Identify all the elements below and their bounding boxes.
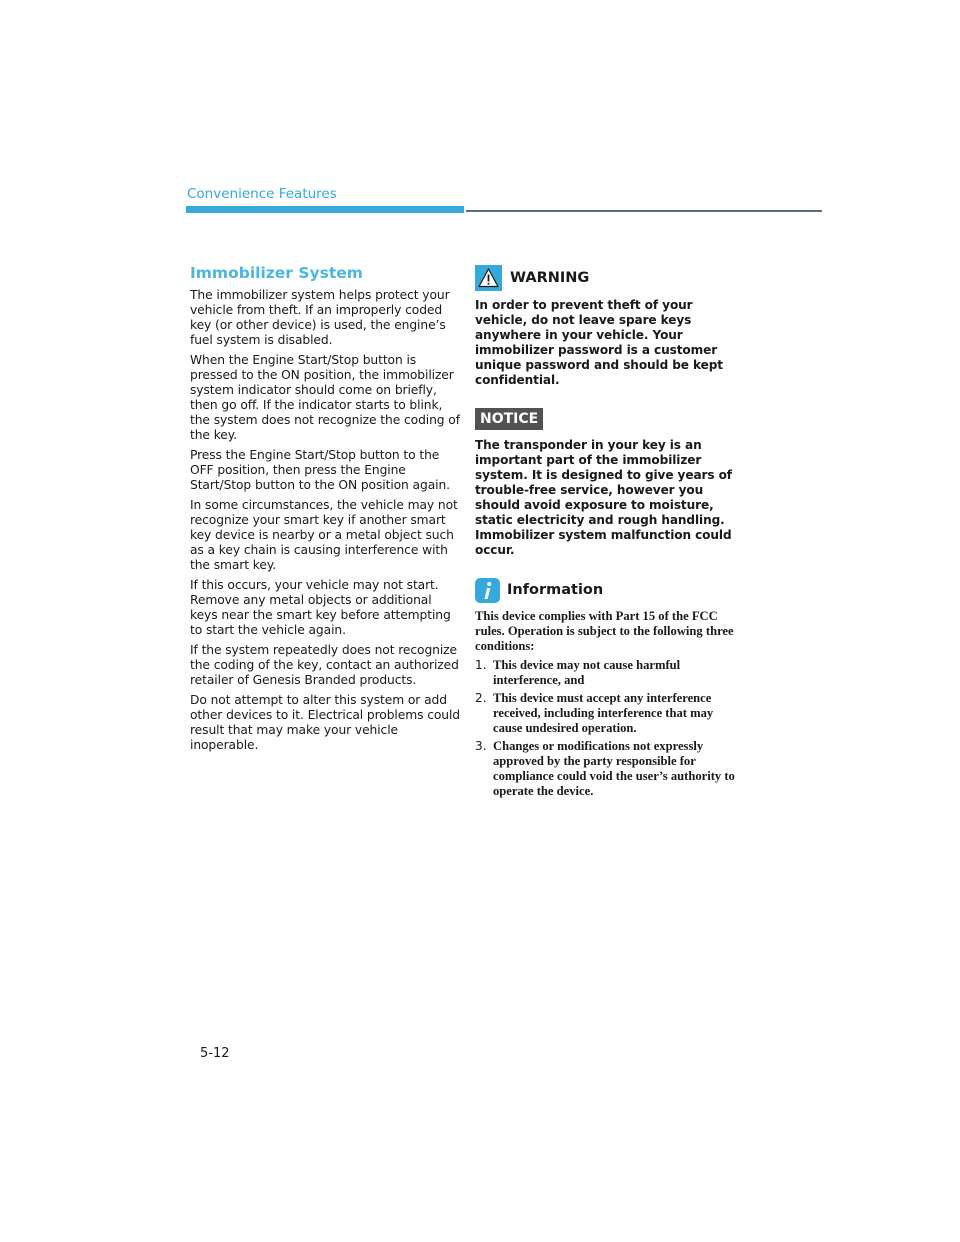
information-header <box>475 576 737 604</box>
information-title: Information <box>507 582 604 598</box>
list-item-text: Changes or modifications not expressly approved by the party responsible for compliance could void the user’s authority to operate the device. <box>493 739 735 798</box>
body-paragraph: When the Engine Start/Stop button is pressed to the ON position, the immobilizer system indicator should come on briefly, then go off. If the indicator starts to blink, the system does not recognize the coding of the key. <box>190 353 460 442</box>
body-paragraph: Press the Engine Start/Stop button to the OFF position, then press the Engine Start/Stop button to the ON position again. <box>190 448 450 492</box>
header-rule-accent <box>186 206 464 213</box>
conditions-list <box>475 658 737 799</box>
info-icon <box>475 578 500 603</box>
body-paragraph: If the system repeatedly does not recognize the coding of the key, contact an authorized retailer of Genesis Branded products. <box>190 643 459 687</box>
right-column <box>475 264 737 802</box>
warning-text: In order to prevent theft of your vehicle, do not leave spare keys anywhere in your vehicle. Your immobilizer password is a customer unique password and should be kept confidential. <box>475 298 723 387</box>
list-item-number: 1. <box>475 658 487 672</box>
list-item <box>475 658 737 688</box>
notice-text: The transponder in your key is an important part of the immobilizer system. It is designed to give years of trouble-free service, however you should avoid exposure to moisture, static electricity and rough handling. Immobilizer system malfunction could occur. <box>475 438 732 557</box>
information-intro: This device complies with Part 15 of the FCC rules. Operation is subject to the following three conditions: <box>475 609 734 653</box>
body-paragraph: The immobilizer system helps protect your vehicle from theft. If an improperly coded key (or other device) is used, the engine’s fuel system is disabled. <box>190 288 450 347</box>
immobilizer-heading: Immobilizer System <box>190 264 363 282</box>
list-item <box>475 739 737 799</box>
list-item-number: 3. <box>475 739 487 753</box>
notice-label: NOTICE <box>475 408 543 430</box>
list-item-text: This device may not cause harmful interference, and <box>493 658 681 687</box>
list-item-text: This device must accept any interference received, including interference that may cause undesired operation. <box>493 691 714 735</box>
body-paragraph: Do not attempt to alter this system or add other devices to it. Electrical problems could result that may make your vehicle inoperable. <box>190 693 461 752</box>
list-item-number: 2. <box>475 691 487 705</box>
left-column <box>190 264 460 758</box>
body-paragraph: In some circumstances, the vehicle may not recognize your smart key if another smart key device is nearby or a metal object such as a key chain is causing interference with the smart key. <box>190 498 458 572</box>
section-title: Convenience Features <box>187 186 337 202</box>
header-rule <box>466 210 822 212</box>
warning-triangle-icon <box>475 265 502 291</box>
list-item <box>475 691 737 736</box>
body-paragraph: If this occurs, your vehicle may not start. Remove any metal objects or additional keys near the smart key before attempting to start the vehicle again. <box>190 578 451 637</box>
warning-title: WARNING <box>510 270 590 286</box>
page-number: 5-12 <box>200 1046 230 1061</box>
warning-header <box>475 264 737 292</box>
